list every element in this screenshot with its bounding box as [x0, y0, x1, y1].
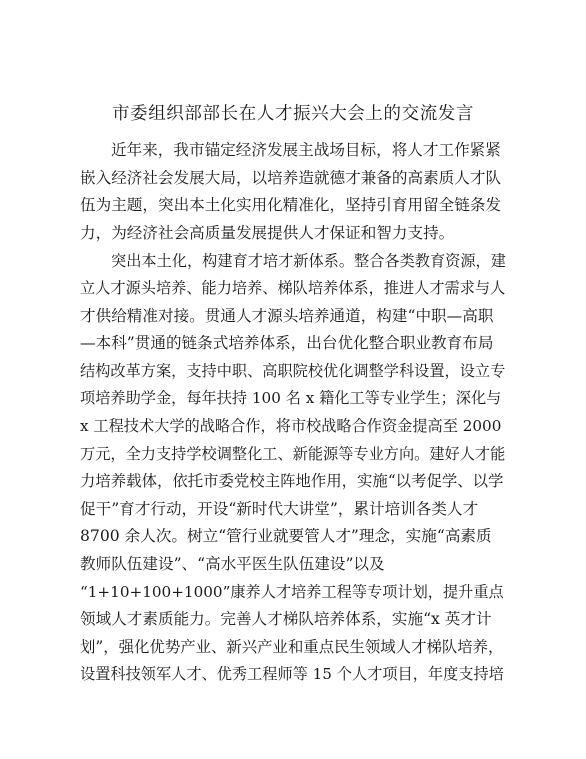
paragraph-line: 突出本土化，构建育才培才新体系。整合各类教育资源，建 [111, 251, 506, 270]
paragraph-line: “1+10+100+1000”康养人才培养工程等专项计划，提升重点 [80, 582, 504, 601]
paragraph-line: —本科”贯通的链条式培养体系，出台优化整合职业教育布局 [80, 334, 494, 353]
paragraph-line: 万元，全力支持学校调整化工、新能源等专业方向。建好人才能 [80, 444, 506, 463]
paragraph-line: 促干”育才行动，开设“新时代大讲堂”，累计培训各类人才 [80, 499, 479, 518]
paragraph-line: x 工程技术大学的战略合作，将市校战略合作资金提高至 2000 [80, 417, 502, 436]
paragraph-line: 划”，强化优势产业、新兴产业和重点民生领域人才梯队培养， [80, 637, 504, 656]
paragraph-line: 领域人才素质能力。完善人才梯队培养体系，实施“x 英才计 [80, 610, 492, 629]
paragraph-line: 立人才源头培养、能力培养、梯队培养体系，推进人才需求与人 [80, 279, 506, 298]
paragraph-2 [80, 248, 506, 690]
document-title: 市委组织部部长在人才振兴大会上的交流发言 [112, 104, 474, 124]
paragraph-line: 伍为主题，突出本土化实用化精准化，坚持引育用留全链条发 [80, 196, 502, 215]
paragraph-line: 近年来，我市锚定经济发展主战场目标，将人才工作紧紧 [111, 141, 501, 159]
paragraph-line: 教师队伍建设”、“高水平医生队伍建设”以及 [80, 555, 385, 574]
paragraph-line: 才供给精准对接。贯通人才源头培养通道，构建“中职—高职 [80, 306, 494, 325]
paragraph-line: 结构改革方案，支持中职、高职院校优化调整学科设置，设立专 [80, 361, 506, 380]
paragraph-line: 力培养载体，依托市委党校主阵地作用，实施“以考促学、以学 [80, 472, 504, 491]
paragraph-line: 设置科技领军人才、优秀工程师等 15 个人才项目，年度支持培 [80, 665, 504, 684]
paragraph-line: 嵌入经济社会发展大局，以培养造就德才兼备的高素质人才队 [80, 168, 502, 187]
paragraph-line: 力，为经济社会高质量发展提供人才保证和智力支持。 [80, 223, 455, 242]
paragraph-line: 项培养助学金，每年扶持 100 名 x 籍化工等专业学生；深化与 [80, 389, 502, 408]
paragraph-1 [80, 137, 506, 247]
paragraph-line: 8700 余人次。树立“管行业就要管人才”理念，实施“高素质 [80, 527, 492, 546]
